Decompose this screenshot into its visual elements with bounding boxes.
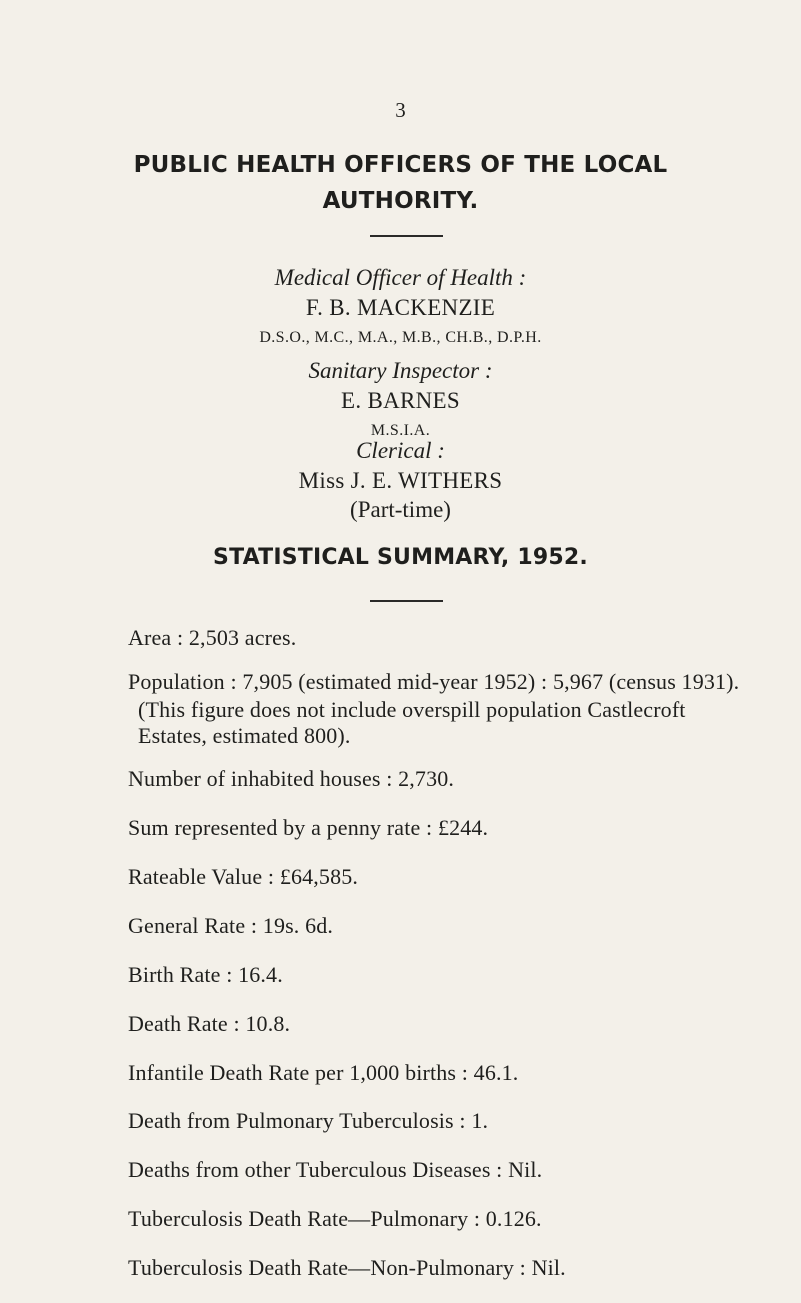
stat-rateable-value: Rateable Value : £64,585.: [128, 864, 359, 889]
stat-general-rate: General Rate : 19s. 6d.: [128, 913, 334, 938]
section-divider: [370, 235, 443, 237]
stat-population-note-line-2: Estates, estimated 800).: [138, 723, 351, 748]
stat-tb-rate-non-pulmonary: Tuberculosis Death Rate—Non-Pulmonary : Nil.: [128, 1255, 566, 1280]
page-title-line-2: AUTHORITY.: [322, 188, 479, 214]
stat-population: Population : 7,905 (estimated mid-year 1952) : 5,967 (census 1931).: [128, 669, 740, 694]
officer-name: F. B. MACKENZIE: [305, 295, 496, 320]
officer-name: Miss J. E. WITHERS: [298, 468, 503, 493]
page-number: 3: [395, 98, 406, 122]
stat-birth-rate: Birth Rate : 16.4.: [128, 962, 283, 987]
stat-pulmonary-tb-deaths: Death from Pulmonary Tuberculosis : 1.: [128, 1108, 489, 1133]
stat-death-rate: Death Rate : 10.8.: [128, 1011, 291, 1036]
summary-heading: STATISTICAL SUMMARY, 1952.: [213, 545, 588, 570]
stat-other-tb-deaths: Deaths from other Tuberculous Diseases : Nil.: [128, 1157, 543, 1182]
stat-inhabited-houses: Number of inhabited houses : 2,730.: [128, 766, 455, 791]
stat-tb-rate-pulmonary: Tuberculosis Death Rate—Pulmonary : 0.126.: [128, 1206, 542, 1231]
officer-role: Medical Officer of Health :: [274, 265, 527, 290]
officer-qualifications: M.S.I.A.: [370, 422, 431, 439]
stat-area: Area : 2,503 acres.: [128, 625, 297, 650]
officer-role: Clerical :: [356, 438, 445, 463]
officer-clerical: [0, 436, 801, 524]
page-title-line-1: PUBLIC HEALTH OFFICERS OF THE LOCAL: [133, 152, 668, 178]
officer-note: (Part-time): [350, 497, 451, 522]
officer-medical: [0, 263, 801, 349]
officer-sanitary: [0, 356, 801, 442]
stat-population-note-line-1: (This figure does not include overspill population Castlecroft: [138, 697, 686, 722]
officer-role: Sanitary Inspector :: [308, 358, 493, 383]
section-divider: [370, 600, 443, 602]
stat-penny-rate: Sum represented by a penny rate : £244.: [128, 815, 489, 840]
officer-name: E. BARNES: [341, 388, 460, 413]
stat-infantile-death-rate: Infantile Death Rate per 1,000 births : 46.1.: [128, 1060, 519, 1085]
officer-qualifications: D.S.O., M.C., M.A., M.B., CH.B., D.P.H.: [259, 329, 542, 346]
page-title: [0, 147, 801, 219]
